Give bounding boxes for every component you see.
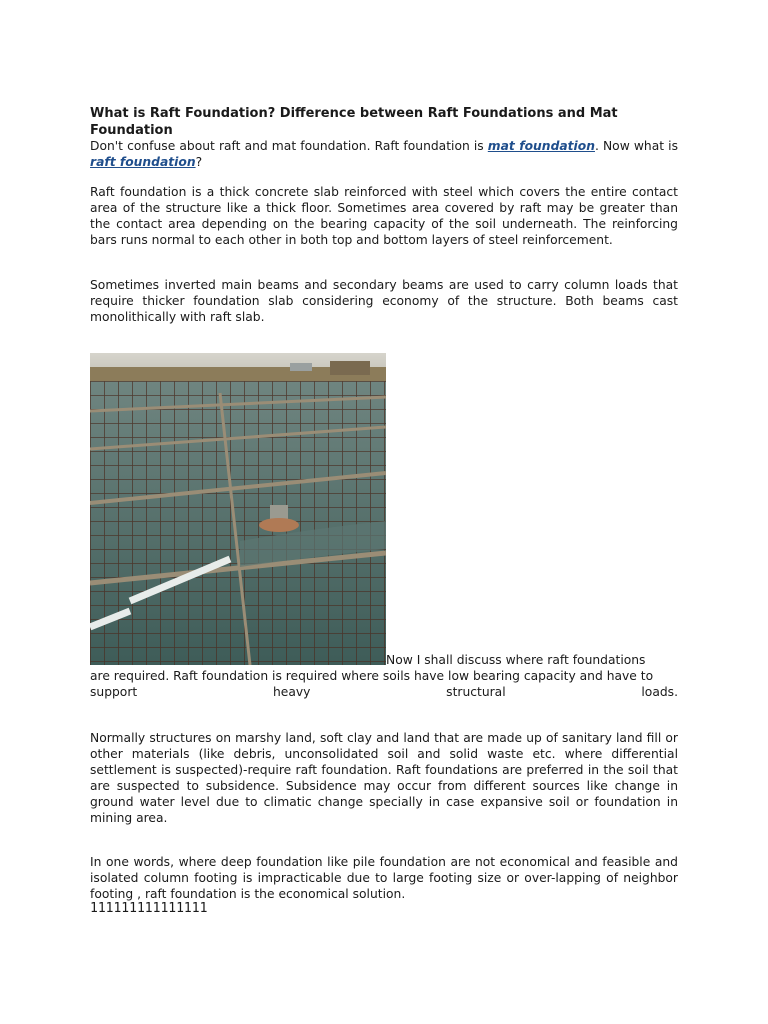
- conclusion-paragraph: In one words, where deep foundation like pile foundation are not economical and feasible and isolated column footing is impracticable due to large footing size or over-lapping of neighbor footing , raft foundation is the economical solution.: [90, 855, 678, 901]
- title-line-1: What is Raft Foundation? Difference between Raft Foundations and Mat: [90, 106, 618, 121]
- intro-text-2: . Now what is: [594, 139, 678, 153]
- marshy-land-paragraph: Normally structures on marshy land, soft clay and land that are made up of sanitary land fill or other materials (like debris, unconsolidated soil and solid waste etc. where differential settlement is suspected)-require raft foundation. Raft foundations are preferred in the soil that are suspected to subsidence. Subsidence may occur from different sources like change in ground water level due to climatic change specially in case expansive soil or foundation in mining area.: [90, 731, 678, 825]
- intro-paragraph: [90, 138, 678, 170]
- definition-paragraph: Raft foundation is a thick concrete slab reinforced with steel which covers the entire contact area of the structure like a thick floor. Sometimes area covered by raft may be greater than the contact area depending on the bearing capacity of the soil underneath. The reinforcing bars runs normal to each other in both top and bottom layers of steel reinforcement.: [90, 185, 678, 247]
- requirement-line-1: Now I shall discuss where raft foundations: [386, 653, 646, 667]
- raft-foundation-photo: [90, 353, 386, 665]
- mat-foundation-link[interactable]: mat foundation: [487, 139, 595, 153]
- requirement-word: structural: [446, 685, 506, 699]
- title-line-2: Foundation: [90, 123, 173, 138]
- trailing-digits: 111111111111111: [90, 901, 208, 916]
- article-title: [90, 105, 678, 139]
- intro-text-3: ?: [195, 155, 203, 169]
- requirement-line-2: are required. Raft foundation is required where soils have low bearing capacity and have to: [90, 669, 654, 683]
- requirement-paragraph: [90, 652, 678, 700]
- intro-text-1: Don't confuse about raft and mat foundation. Raft foundation is: [90, 139, 488, 153]
- requirement-word: heavy: [272, 685, 311, 699]
- requirement-word: support: [90, 685, 138, 699]
- requirement-line-3: [90, 684, 678, 700]
- requirement-word: loads.: [641, 685, 678, 699]
- raft-foundation-link[interactable]: raft foundation: [90, 155, 196, 169]
- beams-paragraph: Sometimes inverted main beams and secondary beams are used to carry column loads that require thicker foundation slab considering economy of the structure. Both beams cast monolithically with raft slab.: [90, 278, 678, 324]
